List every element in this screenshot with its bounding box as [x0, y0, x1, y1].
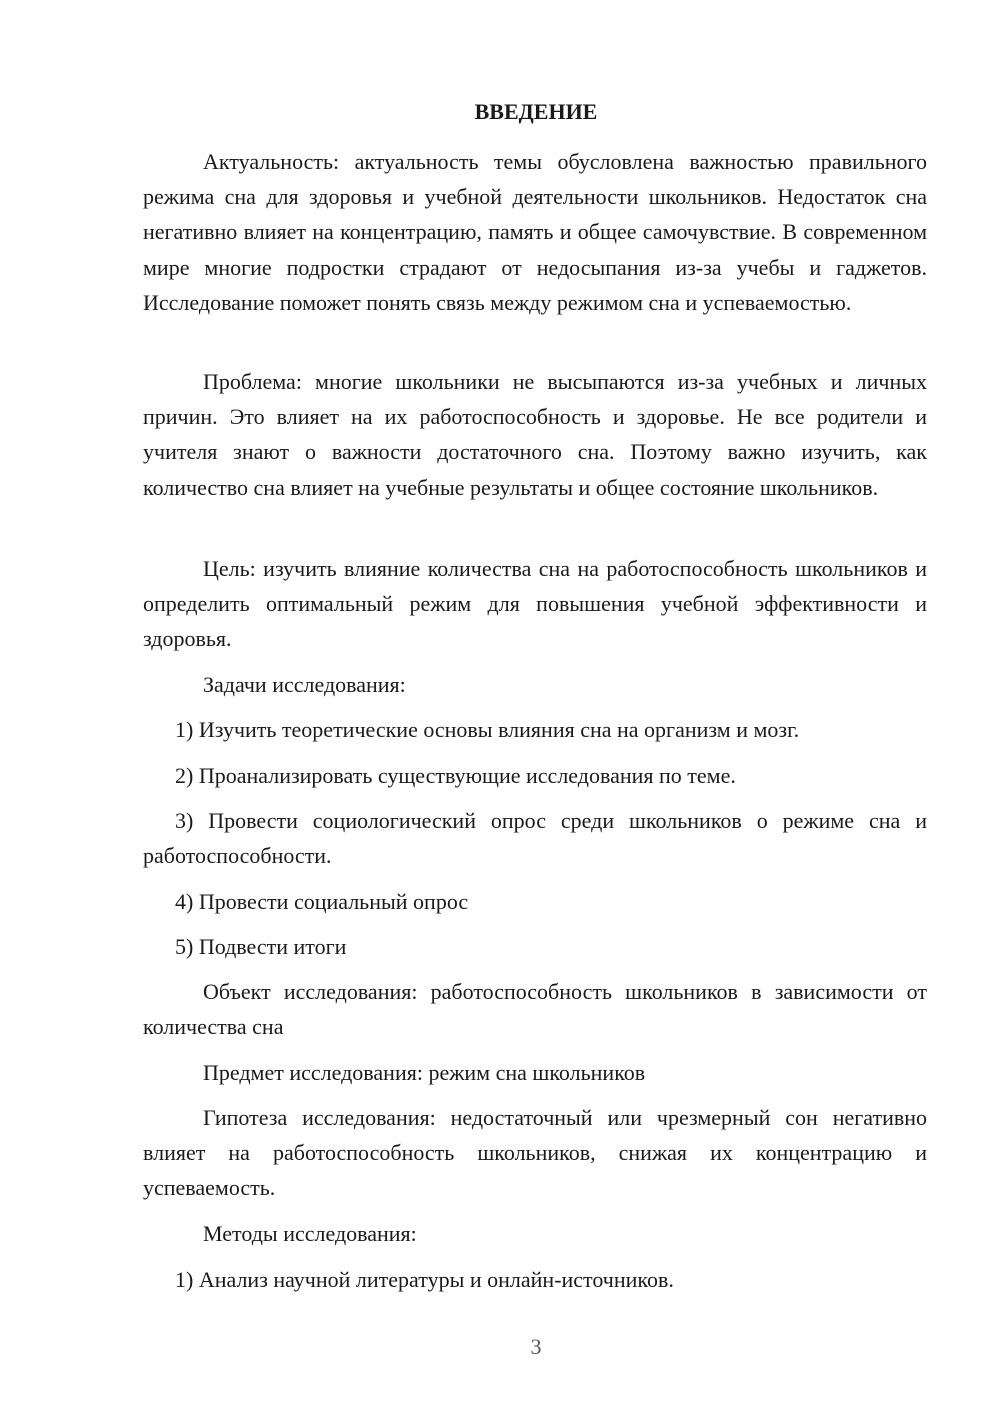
object-paragraph: Объект исследования: работоспособность школьников в зависимости от количества сна	[143, 979, 927, 1040]
methods-heading: Методы исследования:	[203, 1221, 417, 1246]
problem-paragraph: Проблема: многие школьники не высыпаются из-за учебных и личных причин. Это влияет на их работоспособность и здоровье. Не все родители и учителя знают о важности достаточного сна. Поэтому важно изучить, как количество сна влияет на учебные результаты и общее состояние школьников.	[143, 369, 927, 500]
hypothesis-paragraph: Гипотеза исследования: недостаточный или чрезмерный сон негативно влияет на работоспособность школьников, снижая их концентрацию и успеваемость.	[143, 1105, 927, 1201]
page-number: 3	[530, 1334, 542, 1359]
goal-paragraph: Цель: изучить влияние количества сна на работоспособность школьников и определить оптимальный режим для повышения учебной эффективности и здоровья.	[143, 556, 927, 652]
relevance-paragraph: Актуальность: актуальность темы обусловлена важностью правильного режима сна для здоровья и учебной деятельности школьников. Недостаток сна негативно влияет на концентрацию, память и общее самочувствие. В современном мире многие подростки страдают от недосыпания из-за учебы и гаджетов. Исследование поможет понять связь между режимом сна и успеваемостью.	[143, 149, 927, 315]
task-item: 3) Провести социологический опрос среди школьников о режиме сна и работоспособности.	[143, 808, 927, 869]
section-title: ВВЕДЕНИЕ	[474, 99, 598, 124]
task-item: 2) Проанализировать существующие исследования по теме.	[175, 763, 736, 788]
subject-paragraph: Предмет исследования: режим сна школьников	[203, 1060, 646, 1085]
task-item: 4) Провести социальный опрос	[175, 889, 469, 914]
tasks-heading: Задачи исследования:	[203, 672, 406, 697]
method-item: 1) Анализ научной литературы и онлайн-источников.	[175, 1267, 674, 1292]
task-item: 1) Изучить теоретические основы влияния сна на организм и мозг.	[175, 717, 800, 742]
task-item: 5) Подвести итоги	[175, 934, 347, 959]
